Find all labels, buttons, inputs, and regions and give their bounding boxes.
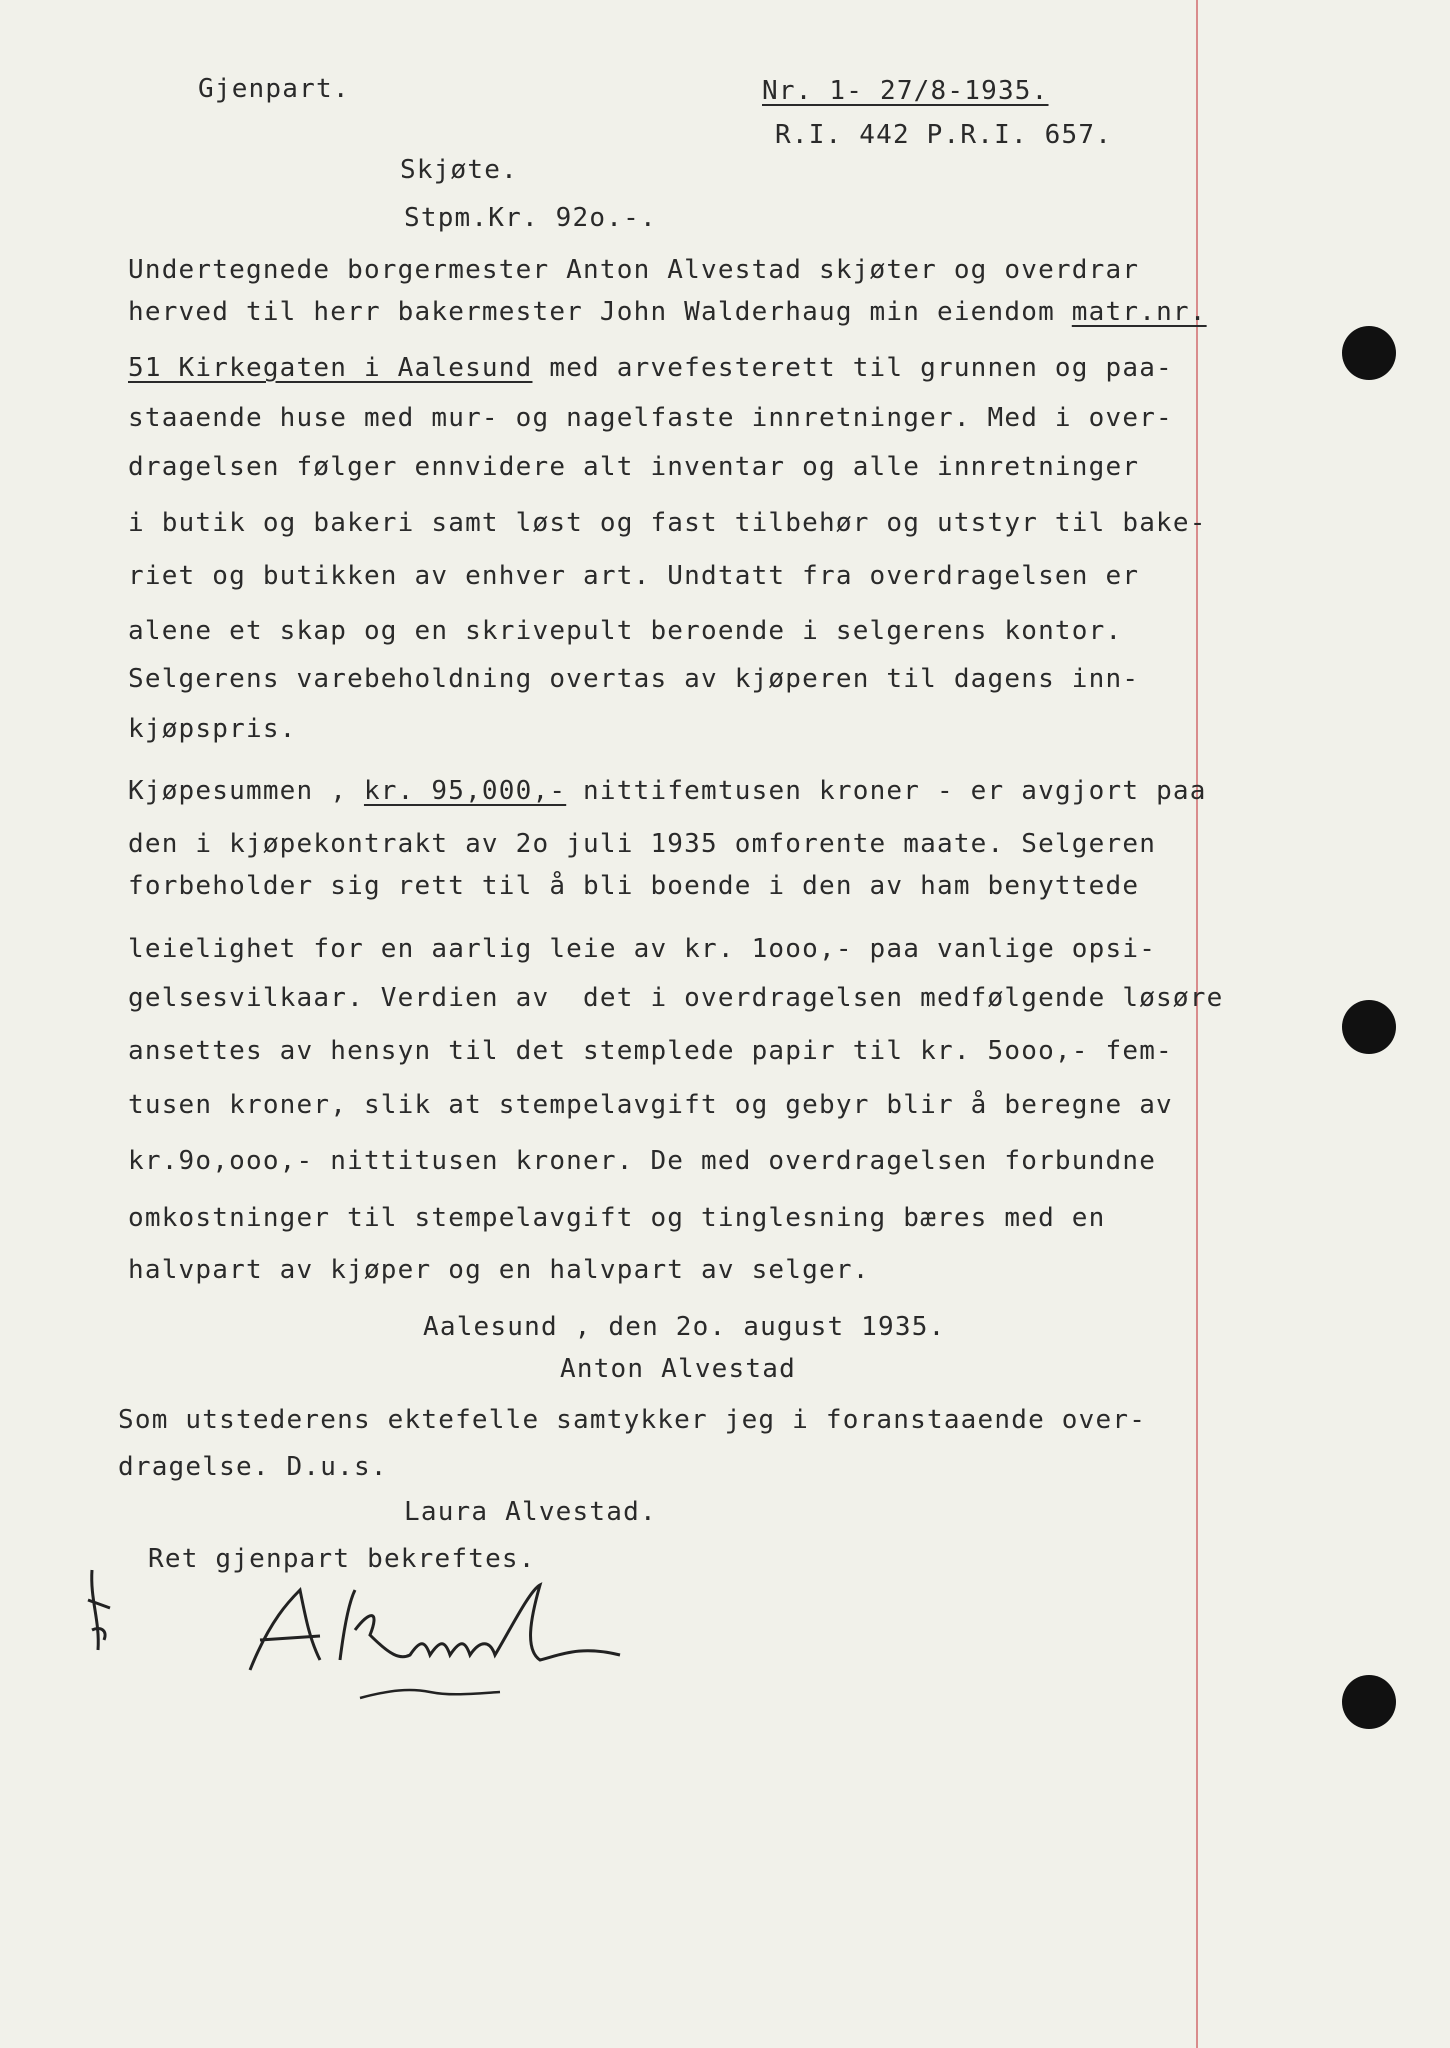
body-line: kr.9o,ooo,- nittitusen kroner. De med overdragelsen forbundne bbox=[128, 1146, 1157, 1176]
body-line: alene et skap og en skrivepult beroende i selgerens kontor. bbox=[128, 616, 1123, 646]
body-line: i butik og bakeri samt løst og fast tilbehør og utstyr til bake- bbox=[128, 508, 1207, 538]
property-number: matr.nr. bbox=[1071, 297, 1207, 327]
punch-hole bbox=[1342, 1000, 1396, 1054]
body-line: ansettes av hensyn til det stemplede papir til kr. 5ooo,- fem- bbox=[128, 1036, 1173, 1066]
body-line: omkostninger til stempelavgift og tinglesning bæres med en bbox=[128, 1203, 1106, 1233]
consent-line: Som utstederens ektefelle samtykker jeg i foranstaaende over- bbox=[118, 1405, 1147, 1435]
place-date: Aalesund , den 2o. august 1935. bbox=[423, 1312, 946, 1342]
copy-label: Gjenpart. bbox=[198, 74, 350, 104]
body-line: den i kjøpekontrakt av 2o juli 1935 omforente maate. Selgeren bbox=[128, 829, 1157, 859]
body-line: tusen kroner, slik at stempelavgift og gebyr blir å beregne av bbox=[128, 1090, 1173, 1120]
signer-name: Anton Alvestad bbox=[560, 1354, 796, 1384]
consent-line: dragelse. D.u.s. bbox=[118, 1452, 388, 1482]
body-line: Kjøpesummen , kr. 95,000,- nittifemtusen kroner - er avgjort paa bbox=[128, 776, 1207, 806]
body-line: halvpart av kjøper og en halvpart av selger. bbox=[128, 1255, 870, 1285]
stamp-duty: Stpm.Kr. 92o.-. bbox=[404, 203, 657, 233]
purchase-sum: kr. 95,000,- bbox=[363, 776, 567, 806]
body-line: herved til herr bakermester John Walderhaug min eiendom matr.nr. bbox=[128, 297, 1207, 327]
body-line: Selgerens varebeholdning overtas av kjøperen til dagens inn- bbox=[128, 664, 1140, 694]
register-reference: R.I. 442 P.R.I. 657. bbox=[775, 120, 1113, 150]
punch-hole bbox=[1342, 326, 1396, 380]
body-line: Undertegnede borgermester Anton Alvestad skjøter og overdrar bbox=[128, 255, 1140, 285]
body-line: gelsesvilkaar. Verdien av det i overdragelsen medfølgende løsøre bbox=[128, 983, 1224, 1013]
body-line: staaende huse med mur- og nagelfaste innretninger. Med i over- bbox=[128, 403, 1173, 433]
body-line: riet og butikken av enhver art. Undtatt fra overdragelsen er bbox=[128, 561, 1140, 591]
punch-hole bbox=[1342, 1675, 1396, 1729]
body-line: kjøpspris. bbox=[128, 714, 297, 744]
document-number: Nr. 1- 27/8-1935. bbox=[762, 76, 1049, 106]
spouse-name: Laura Alvestad. bbox=[404, 1497, 657, 1527]
body-line: 51 Kirkegaten i Aalesund med arvefesterett til grunnen og paa- bbox=[128, 353, 1173, 383]
body-line: leielighet for en aarlig leie av kr. 1ooo,- paa vanlige opsi- bbox=[128, 934, 1157, 964]
property-address: 51 Kirkegaten i Aalesund bbox=[128, 353, 533, 383]
certification: Ret gjenpart bekreftes. bbox=[148, 1544, 536, 1574]
body-line: forbeholder sig rett til å bli boende i den av ham benyttede bbox=[128, 871, 1140, 901]
document-title: Skjøte. bbox=[400, 155, 518, 185]
body-line: dragelsen følger ennvidere alt inventar og alle innretninger bbox=[128, 452, 1140, 482]
